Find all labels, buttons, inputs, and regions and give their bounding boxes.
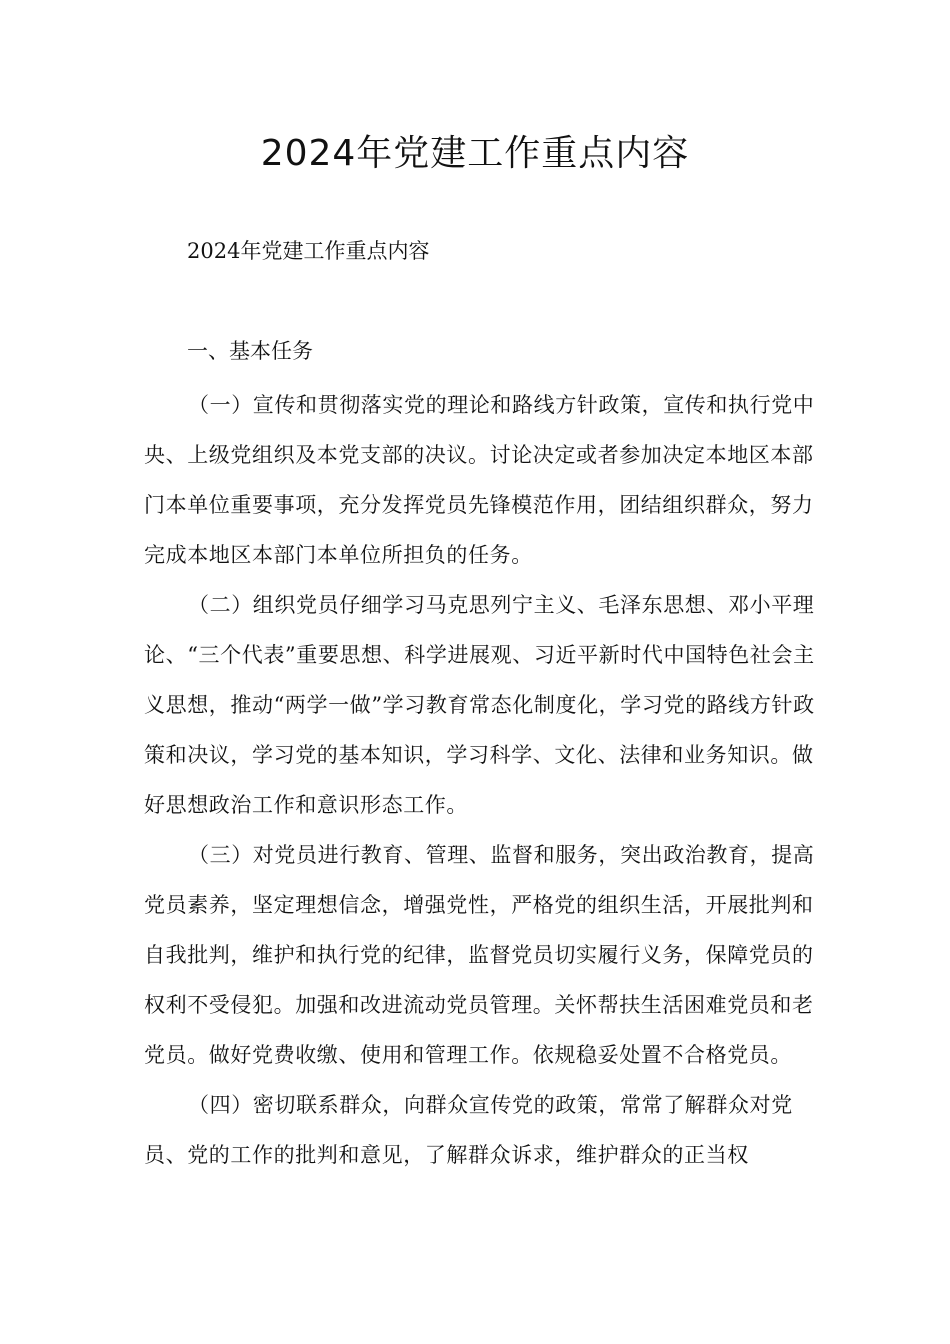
- document-body: [144, 380, 824, 1180]
- paragraph-2: （二）组织党员仔细学习马克思列宁主义、毛泽东思想、邓小平理论、“三个代表”重要思想、科学进展观、习近平新时代中国特色社会主义思想，推动“两学一做”学习教育常态化制度化，学习党的路线方针政策和决议，学习党的基本知识，学习科学、文化、法律和业务知识。做好思想政治工作和意识形态工作。: [144, 593, 815, 817]
- paragraph-1: （一）宣传和贯彻落实党的理论和路线方针政策，宣传和执行党中央、上级党组织及本党支部的决议。讨论决定或者参加决定本地区本部门本单位重要事项，充分发挥党员先锋模范作用，团结组织群众，努力完成本地区本部门本单位所担负的任务。: [144, 393, 815, 567]
- paragraph-4: （四）密切联系群众，向群众宣传党的政策，常常了解群众对党员、党的工作的批判和意见，了解群众诉求，维护群众的正当权: [144, 1093, 793, 1167]
- document-title: 2024年党建工作重点内容: [260, 133, 690, 174]
- document-subtitle: 2024年党建工作重点内容: [187, 239, 430, 263]
- section-heading: 一、基本任务: [187, 339, 313, 363]
- paragraph-3: （三）对党员进行教育、管理、监督和服务，突出政治教育，提高党员素养，坚定理想信念，增强党性，严格党的组织生活，开展批判和自我批判，维护和执行党的纪律，监督党员切实履行义务，保障党员的权利不受侵犯。加强和改进流动党员管理。关怀帮扶生活困难党员和老党员。做好党费收缴、使用和管理工作。依规稳妥处置不合格党员。: [144, 843, 815, 1067]
